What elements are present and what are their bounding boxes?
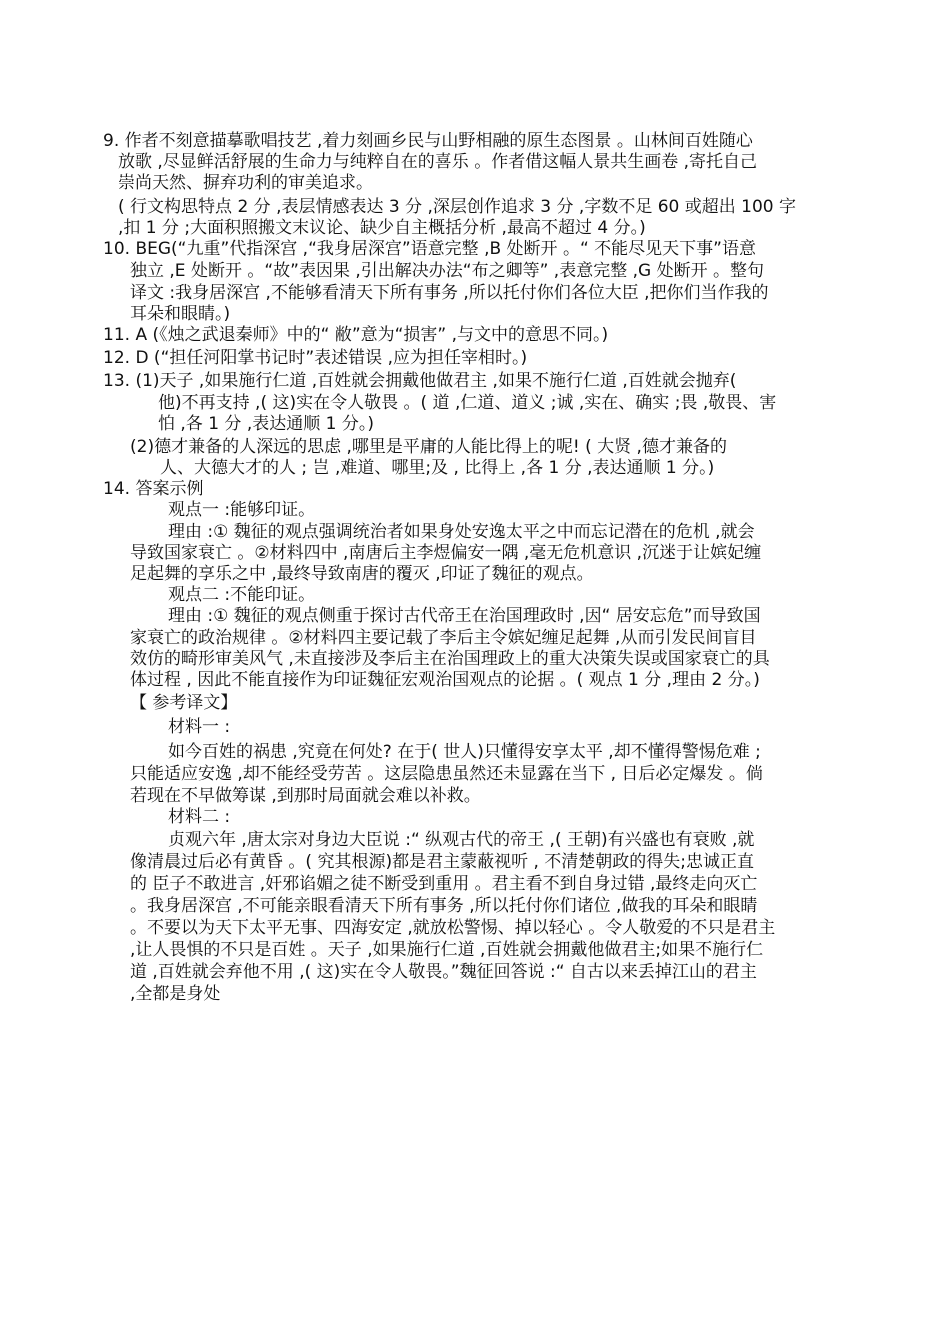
material-1-line-1: 如今百姓的祸患 ,究竟在何处? 在于( 世人)只懂得安享太平 ,却不懂得警惕危难 ; — [168, 742, 761, 762]
q10-line-2: 独立 ,E 处断开 。“故”表因果 ,引出解决办法“布之卿等” ,表意完整 ,G 处断开 。整句 — [130, 261, 764, 281]
q9-line-1: 9. 作者不刻意描摹歌唱技艺 ,着力刻画乡民与山野相融的原生态图景 。山林间百姓随心 — [103, 131, 753, 151]
material-2-line-6: ,让人畏惧的不只是百姓 。天子 ,如果施行仁道 ,百姓就会拥戴他做君主;如果不施行仁 — [130, 940, 764, 960]
q14-reason2-line-1: 理由 :① 魏征的观点侧重于探讨古代帝王在治国理政时 ,因“ 居安忘危”而导致国 — [168, 606, 761, 626]
material-1-line-3: 若现在不早做筹谋 ,到那时局面就会难以补救。 — [130, 786, 481, 806]
q14-reason2-line-4: 体过程 , 因此不能直接作为印证魏征宏观治国观点的论据 。( 观点 1 分 ,理由 2 分。) — [130, 670, 760, 690]
material-2-line-3: 的 臣子不敢进言 ,奸邪谄媚之徒不断受到重用 。君主看不到自身过错 ,最终走向灭亡 — [130, 874, 758, 894]
reference-translation-heading: 【 参考译文】 — [130, 693, 238, 713]
q14-heading: 14. 答案示例 — [103, 479, 204, 499]
q10-line-4: 耳朵和眼睛。) — [130, 304, 231, 324]
q9-line-3: 崇尚天然、摒弃功利的审美追求。 — [118, 173, 373, 193]
q9-line-2: 放歌 ,尽显鲜活舒展的生命力与纯粹自在的喜乐 。作者借这幅人景共生画卷 ,寄托自己 — [118, 152, 758, 172]
material-2-line-1: 贞观六年 ,唐太宗对身边大臣说 :“ 纵观古代的帝王 ,( 王朝)有兴盛也有衰败 ,就 — [168, 830, 755, 850]
q14-view2: 观点二 :不能印证。 — [168, 585, 316, 605]
q10-line-3: 译文 :我身居深宫 ,不能够看清天下所有事务 ,所以托付你们各位大臣 ,把你们当作我的 — [130, 283, 769, 303]
material-1-line-2: 只能适应安逸 ,却不能经受劳苦 。这层隐患虽然还未显露在当下 , 日后必定爆发 。倘 — [130, 764, 763, 784]
material-1-label: 材料一 : — [168, 717, 231, 737]
q14-reason1-line-3: 足起舞的享乐之中 ,最终导致南唐的覆灭 ,印证了魏征的观点。 — [130, 564, 594, 584]
q14-reason1-line-2: 导致国家衰亡 。②材料四中 ,南唐后主李煜偏安一隅 ,毫无危机意识 ,沉迷于让嫔妃缠 — [130, 543, 762, 563]
q13-1-line-2: 他)不再支持 ,( 这)实在令人敬畏 。( 道 ,仁道、道义 ;诚 ,实在、确实 ;畏 ,敬畏、害 — [158, 393, 777, 413]
q9-scoring-line-1: ( 行文构思特点 2 分 ,表层情感表达 3 分 ,深层创作追求 3 分 ,字数不足 60 或超出 100 字 — [118, 197, 797, 217]
q14-reason2-line-2: 家衰亡的政治规律 。②材料四主要记载了李后主令嫔妃缠足起舞 ,从而引发民间盲目 — [130, 628, 757, 648]
q12-line: 12. D (“担任河阳掌书记时”表述错误 ,应为担任宰相时。) — [103, 348, 528, 368]
material-2-line-2: 像清晨过后必有黄昏 。( 究其根源)都是君主蒙蔽视听 , 不清楚朝政的得失;忠诚正直 — [130, 852, 755, 872]
q13-1-line-1: 13. (1)天子 ,如果施行仁道 ,百姓就会拥戴他做君主 ,如果不施行仁道 ,百姓就会抛弃( — [103, 371, 737, 391]
q14-reason1-line-1: 理由 :① 魏征的观点强调统治者如果身处安逸太平之中而忘记潜在的危机 ,就会 — [168, 522, 755, 542]
q14-view1: 观点一 :能够印证。 — [168, 500, 316, 520]
q13-1-line-3: 怕 ,各 1 分 ,表达通顺 1 分。) — [158, 414, 374, 434]
material-2-line-4: 。我身居深宫 ,不可能亲眼看清天下所有事务 ,所以托付你们诸位 ,做我的耳朵和眼睛 — [130, 896, 758, 916]
q9-scoring-line-2: ,扣 1 分 ;大面积照搬文末议论、缺少自主概括分析 ,最高不超过 4 分。) — [118, 218, 646, 238]
q11-line: 11. A (《烛之武退秦师》中的“ 敝”意为“损害” ,与文中的意思不同。) — [103, 325, 609, 345]
q14-reason2-line-3: 效仿的畸形审美风气 ,未直接涉及李后主在治国理政上的重大决策失误或国家衰亡的具 — [130, 649, 770, 669]
q10-line-1: 10. BEG(“九重”代指深宫 ,“我身居深宫”语意完整 ,B 处断开 。“ 不能尽见天下事”语意 — [103, 239, 756, 259]
q13-2-line-2: 人、大德大才的人 ; 岂 ,难道、哪里;及 , 比得上 ,各 1 分 ,表达通顺 1 分。) — [160, 458, 715, 478]
material-2-line-8: ,全都是身处 — [130, 984, 221, 1004]
q13-2-line-1: (2)德才兼备的人深远的思虑 ,哪里是平庸的人能比得上的呢! ( 大贤 ,德才兼备的 — [130, 437, 727, 457]
material-2-line-7: 道 ,百姓就会弃他不用 ,( 这)实在令人敬畏。”魏征回答说 :“ 自古以来丢掉江山的君主 — [130, 962, 757, 982]
material-2-line-5: 。不要以为天下太平无事、四海安定 ,就放松警惕、掉以轻心 。令人敬爱的不只是君主 — [130, 918, 776, 938]
material-2-label: 材料二 : — [168, 807, 231, 827]
